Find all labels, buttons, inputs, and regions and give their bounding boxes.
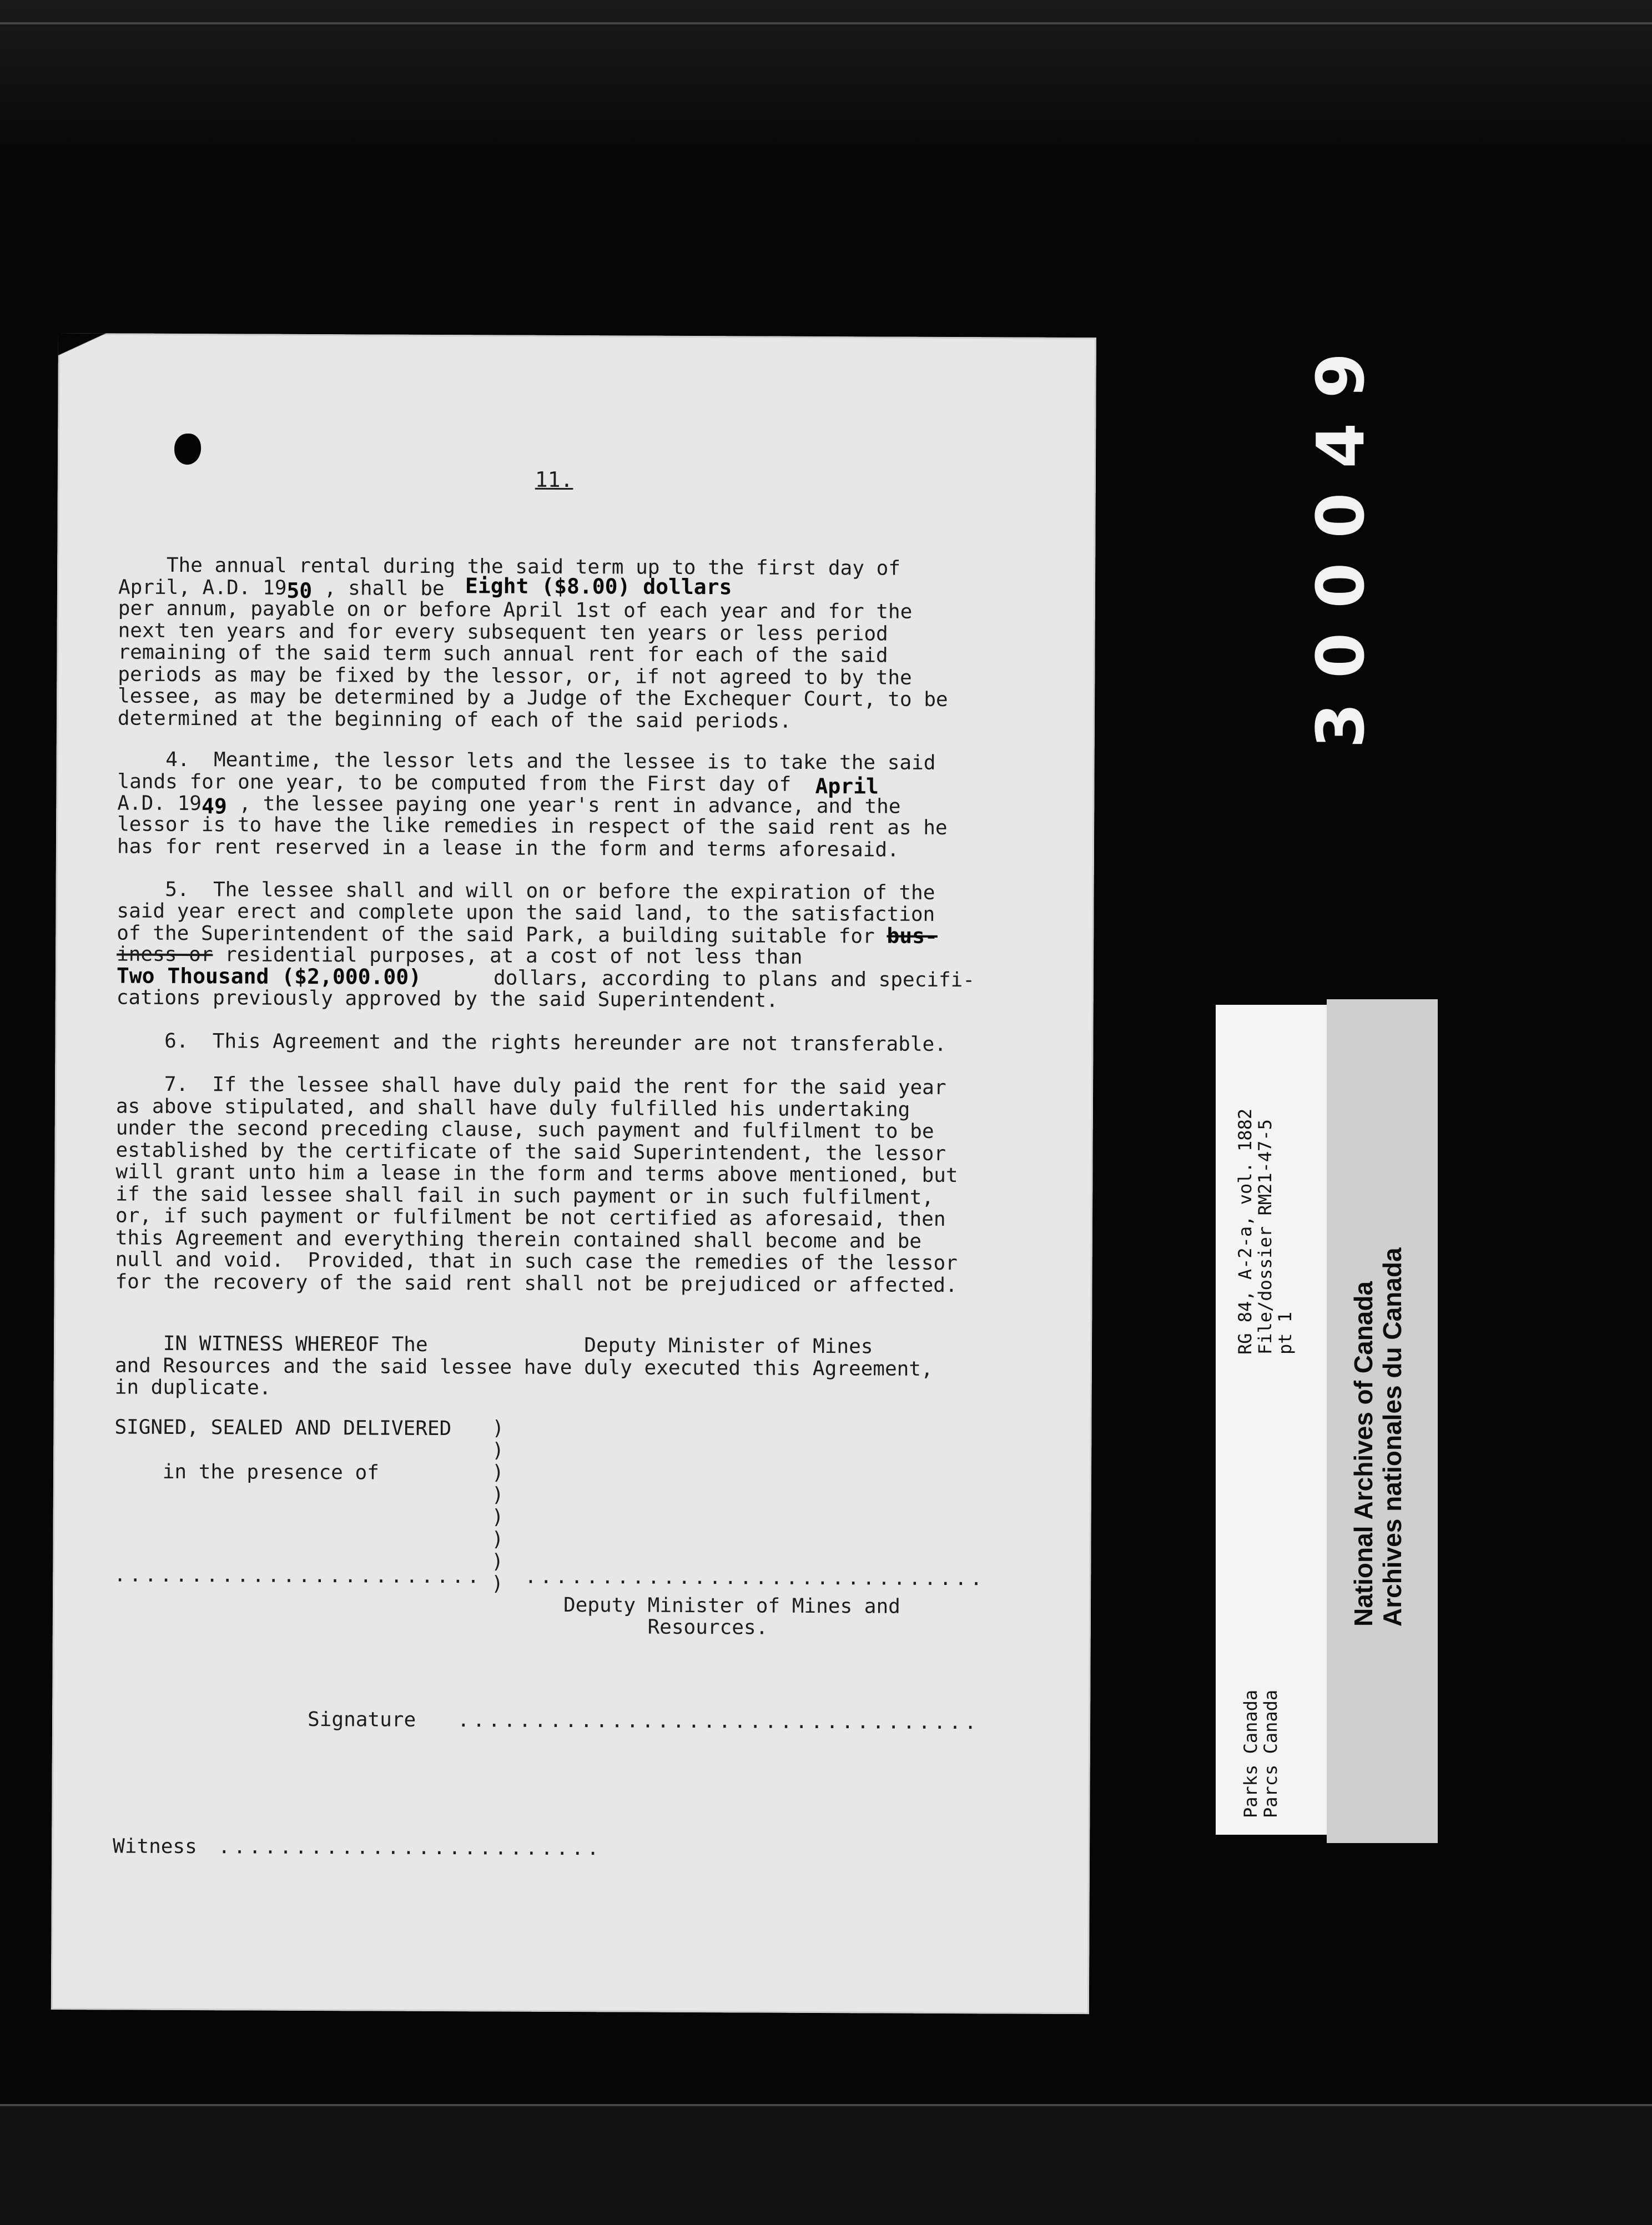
clause-5-line6: cations previously approved by the said Superintendent.	[116, 986, 778, 1012]
page-number: 11.	[535, 467, 573, 492]
signature-line: ..................................	[457, 1709, 980, 1734]
clause-5-text-b: residential purposes, at a cost of not less than	[213, 943, 803, 969]
witness-line: .........................	[218, 1835, 603, 1860]
clause-4-rest: lessor is to have the like remedies in respect of the said rent as he has for rent reserved in a lease in the form and terms aforesaid.	[117, 813, 948, 862]
clause-4-year-fill: 49	[201, 794, 227, 819]
signature-label: Signature	[308, 1708, 416, 1731]
archive-reference-text: RG 84, A-2-a, vol. 1882 File/dossier RM21-47-5 pt 1	[1235, 1108, 1296, 1355]
clause-4-text-a: lands for one year, to be computed from the First day of	[117, 770, 815, 796]
clause-5-text-a: of the Superintendent of the said Park, a building suitable for	[117, 922, 887, 948]
clause-5-struck-word-2: iness or	[117, 943, 213, 966]
film-strip-top	[0, 0, 1652, 144]
presence-signature-line: ........................	[114, 1563, 483, 1588]
parks-canada-text: Parks Canada Parcs Canada	[1240, 1689, 1281, 1818]
clause-6: 6. This Agreement and the rights hereunder are not transferable.	[116, 1029, 947, 1056]
witness-clause: IN WITNESS WHEREOF The Deputy Minister of Mines and Resources and the said lessee have duly executed this Agreement, in duplicate.	[114, 1332, 933, 1400]
clause-5-amount-fill: Two Thousand ($2,000.00)	[116, 963, 422, 989]
clause-4-line1: 4. Meantime, the lessor lets and the lessee is to take the said	[117, 748, 936, 774]
torn-corner	[58, 333, 108, 355]
clause-5-line1: 5. The lessee shall and will on or before the expiration of the	[117, 878, 935, 904]
signed-sealed-delivered: SIGNED, SEALED AND DELIVERED	[114, 1416, 452, 1441]
rent-paragraph-rest: per annum, payable on or before April 1st of each year and for the next ten years and for every subsequent ten years or less period remaining of the said term such annual rent for each of the said periods as may be fixed by the lessor, or, if not agreed to by the lessee, as may be determined by a Judge of the Exchequer Court, to be determined at the beginning of each of the said periods.	[117, 597, 948, 733]
film-strip-bottom	[0, 2104, 1652, 2225]
film-edge-top	[0, 22, 1652, 24]
rent-year-fill: 50	[286, 578, 313, 603]
rent-line2-text-b: , shall be	[312, 576, 469, 601]
clause-4-text-c: , the lessee paying one year's rent in advance, and the	[226, 792, 901, 818]
deputy-minister-signature-line: ..............................	[525, 1565, 986, 1590]
document-sheet	[51, 333, 1096, 2014]
clause-5-line2: said year erect and complete upon the said land, to the satisfaction	[117, 899, 935, 926]
clause-7: 7. If the lessee shall have duly paid the rent for the said year as above stipulated, and shall have duly fulfilled his undertaking under the second preceding clause, such payment and fulfilment to be established by the certificate of the said Superintendent, the lessor will grant unto him a lease in the form and terms above mentioned, but if the said lessee shall fail in such payment or in such fulfilment, or, if such payment or fulfilment be not certified as aforesaid, then this Agreement and everything therein contained shall become and be null and void. Provided, that in such case the remedies of the lessor for the recovery of the said rent shall not be prejudiced or affected.	[115, 1073, 958, 1297]
national-archives-text: National Archives of Canada Archives nationales du Canada	[1349, 1247, 1407, 1627]
rent-amount-fill: Eight ($8.00) dollars	[465, 573, 732, 600]
microfilm-frame-number: 300049	[1302, 328, 1379, 749]
rent-line2-text-a: April, A.D. 19	[118, 576, 287, 600]
clause-4-month-fill: April	[815, 773, 879, 799]
punch-hole	[174, 434, 201, 465]
rent-paragraph-line1: The annual rental during the said term up to the first day of	[118, 553, 901, 580]
clause-5-text-c: dollars, according to plans and specifi-	[421, 966, 975, 992]
clause-5-struck-word-1: bus-	[887, 923, 938, 948]
in-presence-of: in the presence of	[114, 1460, 379, 1484]
film-edge-bottom	[0, 2104, 1652, 2106]
signature-bracket: ) ) ) ) ) ) ) )	[491, 1417, 505, 1595]
deputy-minister-title: Deputy Minister of Mines and Resources.	[563, 1593, 900, 1639]
clause-4-text-b: A.D. 19	[117, 792, 202, 816]
witness-label: Witness	[113, 1835, 197, 1859]
